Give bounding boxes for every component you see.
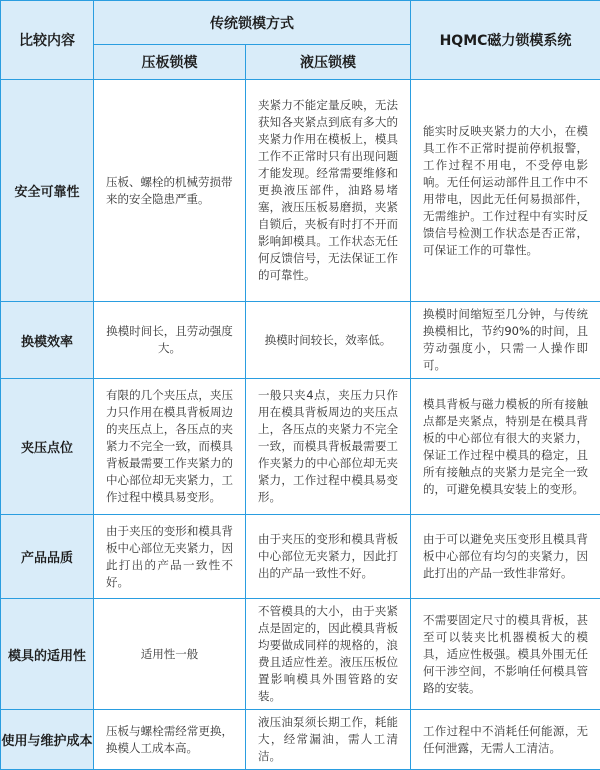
header-hydraulic: 液压锁模 [246, 45, 411, 80]
table-row [1, 515, 600, 599]
table-row [1, 379, 600, 515]
table-row [1, 80, 600, 302]
cell-hydraulic: 夹紧力不能定量反映，无法获知各夹紧点到底有多大的夹紧力作用在模板上，模具工作不正常时只有出现问题才能发现。经常需要维修和更换液压部件，油路易堵塞，液压压板易磨损，夹紧自锁后，夹板有时打不开而影响卸模具。工作状态无任何反馈信号，无法保证工作的可靠性。 [246, 80, 411, 302]
cell-hydraulic: 一般只夹4点，夹压力只作用在模具背板周边的夹压点上，各压点的夹紧力不完全一致，而模具背板最需要工作夹紧力的中心部位却无夹紧力，工作过程中模具易变形。 [246, 379, 411, 515]
table-row [1, 302, 600, 379]
cell-hqmc: 工作过程中不消耗任何能源，无任何泄露，无需人工清洁。 [411, 710, 600, 770]
cell-hqmc: 换模时间缩短至几分钟，与传统换模相比，节约90%的时间，且劳动强度小，只需一人操作即可。 [411, 302, 600, 379]
cell-plate: 适用性一般 [94, 599, 246, 710]
header-plate: 压板锁模 [94, 45, 246, 80]
cell-plate: 由于夹压的变形和模具背板中心部位无夹紧力，因此打出的产品一致性不好。 [94, 515, 246, 599]
cell-hydraulic: 液压油泵须长期工作，耗能大，经常漏油，需人工清洁。 [246, 710, 411, 770]
header-hqmc: HQMC磁力锁模系统 [411, 1, 600, 80]
row-label: 夹压点位 [1, 379, 94, 515]
table-row [1, 710, 600, 770]
cell-hqmc: 由于可以避免夹压变形且模具背板中心部位有均匀的夹紧力，因此打出的产品一致性非常好。 [411, 515, 600, 599]
row-label: 换模效率 [1, 302, 94, 379]
cell-hydraulic: 换模时间较长，效率低。 [246, 302, 411, 379]
table-row [1, 599, 600, 710]
cell-hqmc: 能实时反映夹紧力的大小，在模具工作不正常时提前停机报警，工作过程不用电，不受停电影响。无任何运动部件且工作中不用带电，因此无任何易损部件，无需维护。工作过程中有实时反馈信号检测工作状态是否正常，可保证工作的可靠性。 [411, 80, 600, 302]
header-compare: 比较内容 [1, 1, 94, 80]
cell-hydraulic: 由于夹压的变形和模具背板中心部位无夹紧力，因此打出的产品一致性不好。 [246, 515, 411, 599]
cell-hqmc: 不需要固定尺寸的模具背板，甚至可以装夹比机器模板大的模具，适应性极强。模具外围无任何干涉空间，不影响任何模具管路的安装。 [411, 599, 600, 710]
cell-plate: 压板与螺栓需经常更换，换模人工成本高。 [94, 710, 246, 770]
cell-hqmc: 模具背板与磁力模板的所有接触点都是夹紧点，特别是在模具背板的中心部位有很大的夹紧力，保证工作过程中模具的稳定，且所有接触点的夹紧力是完全一致的，可避免模具安装上的变形。 [411, 379, 600, 515]
cell-hydraulic: 不管模具的大小，由于夹紧点是固定的，因此模具背板均要做成同样的规格的，浪费且适应性差。液压压板位置影响模具外围管路的安装。 [246, 599, 411, 710]
row-label: 使用与维护成本 [1, 710, 94, 770]
row-label: 安全可靠性 [1, 80, 94, 302]
cell-plate: 有限的几个夹压点，夹压力只作用在模具背板周边的夹压点上，各压点的夹紧力不完全一致，而模具背板最需要工作夹紧力的中心部位却无夹紧力，工作过程中模具易变形。 [94, 379, 246, 515]
row-label: 模具的适用性 [1, 599, 94, 710]
header-traditional: 传统锁模方式 [94, 1, 411, 45]
cell-plate: 换模时间长，且劳动强度大。 [94, 302, 246, 379]
row-label: 产品品质 [1, 515, 94, 599]
cell-plate: 压板、螺栓的机械劳损带来的安全隐患严重。 [94, 80, 246, 302]
